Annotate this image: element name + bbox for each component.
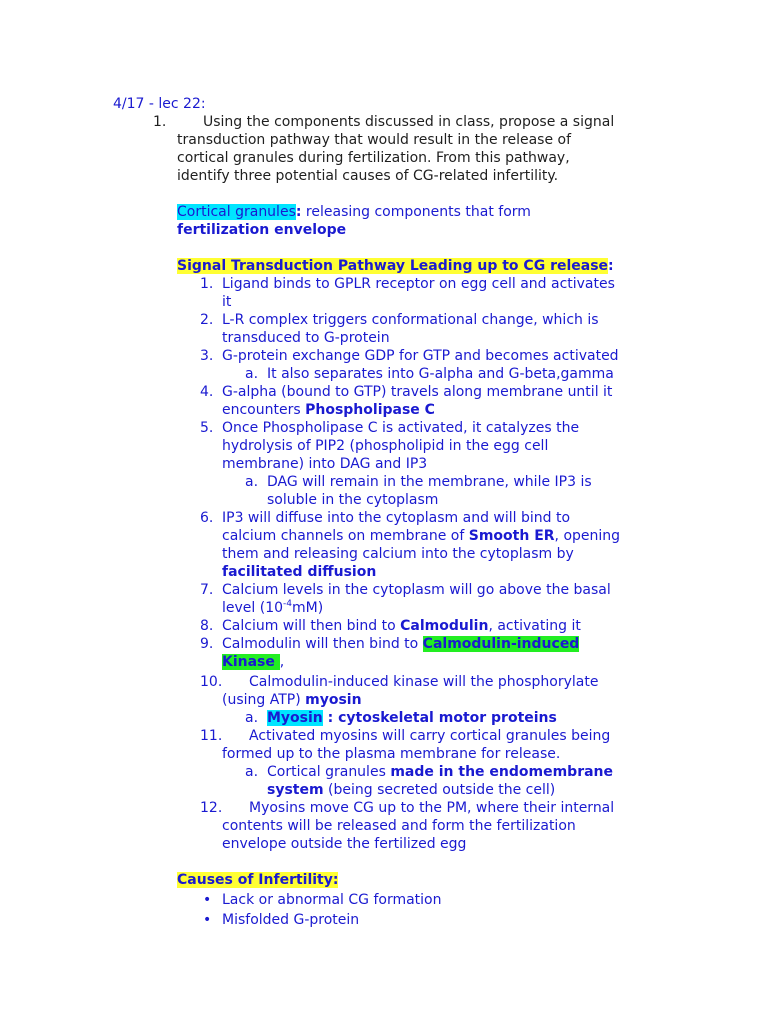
step-6-text-c: , opening [554,528,621,544]
step-6-text-a: calcium channels on membrane of [222,528,469,544]
step-9-text-a: Calmodulin will then bind to [222,636,423,652]
cortical-definition [177,203,531,221]
causes-heading-text: Causes of Infertility: [177,872,339,888]
pathway-heading-text: Signal Transduction Pathway Leading up to CG release [177,258,609,274]
step-10-sub-highlight: Myosin [267,710,323,726]
step-1-line-2: it [222,294,232,310]
step-3-sub-number: a. [245,366,259,382]
step-6-line-2 [222,527,620,545]
step-9-highlight: Calmodulin-induced [422,636,580,652]
cortical-term: Cortical granules [177,204,296,220]
cortical-colon: : [295,204,302,220]
step-4-emphasis: Phospholipase C [305,402,435,418]
step-8-text-a: Calcium will then bind to [222,618,401,634]
step-5-number: 5. [200,420,214,436]
step-7-line-1: Calcium levels in the cytoplasm will go above the basal [222,582,611,598]
step-2-line-1: L-R complex triggers conformational change, which is [222,312,599,328]
step-11-line-2: formed up to the plasma membrane for release. [222,746,561,762]
step-5-line-1: Once Phospholipase C is activated, it catalyzes the [222,420,580,436]
pathway-heading-colon: : [608,258,614,274]
step-7-line-2 [222,599,323,617]
step-4-line-2 [222,401,435,419]
step-10-text-a: (using ATP) [222,692,306,708]
pathway-heading [177,257,614,275]
step-11-number: 11. [200,728,223,744]
cause-item-2: Misfolded G-protein [222,912,360,928]
cortical-rest: releasing components that form [301,204,531,220]
step-10-line-1: Calmodulin-induced kinase will the phosphorylate [249,674,599,690]
date-line: 4/17 - lec 22: [113,96,206,112]
step-11-sub-emphasis: made in the endomembrane [390,764,614,780]
step-11-sub-text-a: Cortical granules [267,764,391,780]
step-9-number: 9. [200,636,214,652]
question-line-1: Using the components discussed in class, propose a signal [203,114,615,130]
step-10-line-2 [222,691,362,709]
step-12-line-3: envelope outside the fertilized egg [222,836,467,852]
step-11-sub-line-2 [267,781,555,799]
question-line-3: cortical granules during fertilization. From this pathway, [177,150,570,166]
step-10-sub-number: a. [245,710,259,726]
step-7-number: 7. [200,582,214,598]
step-3-line-1: G-protein exchange GDP for GTP and becomes activated [222,348,619,364]
step-11-line-1: Activated myosins will carry cortical granules being [249,728,611,744]
step-7-exponent: -4 [283,599,293,609]
step-10-sub-text: : cytoskeletal motor proteins [322,710,557,726]
question-number: 1. [153,114,167,130]
step-10-number: 10. [200,674,223,690]
step-4-number: 4. [200,384,214,400]
step-7-text-b: mM) [292,600,324,616]
causes-heading [177,871,338,889]
step-6-line-3: them and releasing calcium into the cytoplasm by [222,546,574,562]
step-11-sub-number: a. [245,764,259,780]
step-6-line-1: IP3 will diffuse into the cytoplasm and will bind to [222,510,571,526]
step-9-line-2 [222,653,284,671]
step-5-sub-line-1: DAG will remain in the membrane, while IP3 is [267,474,592,490]
step-5-sub-line-2: soluble in the cytoplasm [267,492,439,508]
step-5-sub-number: a. [245,474,259,490]
step-9-highlight-2: Kinase [222,654,280,670]
step-12-line-2: contents will be released and form the fertilization [222,818,576,834]
step-8-number: 8. [200,618,214,634]
step-12-line-1: Myosins move CG up to the PM, where their internal [249,800,615,816]
step-1-line-1: Ligand binds to GPLR receptor on egg cell and activates [222,276,615,292]
step-8-emphasis: Calmodulin [400,618,489,634]
step-9-text-b: , [279,654,285,670]
step-6-emphasis: Smooth ER [468,528,555,544]
step-1-number: 1. [200,276,214,292]
step-3-number: 3. [200,348,214,364]
step-5-line-2: hydrolysis of PIP2 (phospholipid in the egg cell [222,438,549,454]
step-3-sub-line: It also separates into G-alpha and G-beta,gamma [267,366,614,382]
step-2-line-2: transduced to G-protein [222,330,390,346]
step-9-line-1 [222,635,579,653]
step-6-line-4: facilitated diffusion [222,564,377,580]
cause-item-1: Lack or abnormal CG formation [222,892,442,908]
step-8-text-c: , activating it [488,618,581,634]
step-4-line-1: G-alpha (bound to GTP) travels along membrane until it [222,384,613,400]
step-11-sub-text-b: (being secreted outside the cell) [323,782,556,798]
cortical-line-2: fertilization envelope [177,222,347,238]
step-7-text-a: level (10 [222,600,284,616]
step-11-sub-emphasis-2: system [267,782,324,798]
step-4-text: encounters [222,402,306,418]
step-10-sub-line [267,709,557,727]
step-11-sub-line-1 [267,763,613,781]
step-6-number: 6. [200,510,214,526]
step-8-line-1 [222,617,581,635]
step-10-emphasis: myosin [305,692,362,708]
step-2-number: 2. [200,312,214,328]
step-5-line-3: membrane) into DAG and IP3 [222,456,428,472]
question-line-2: transduction pathway that would result in the release of [177,132,571,148]
step-12-number: 12. [200,800,223,816]
bullet-icon: • [203,892,212,908]
bullet-icon: • [203,912,212,928]
question-line-4: identify three potential causes of CG-related infertility. [177,168,559,184]
